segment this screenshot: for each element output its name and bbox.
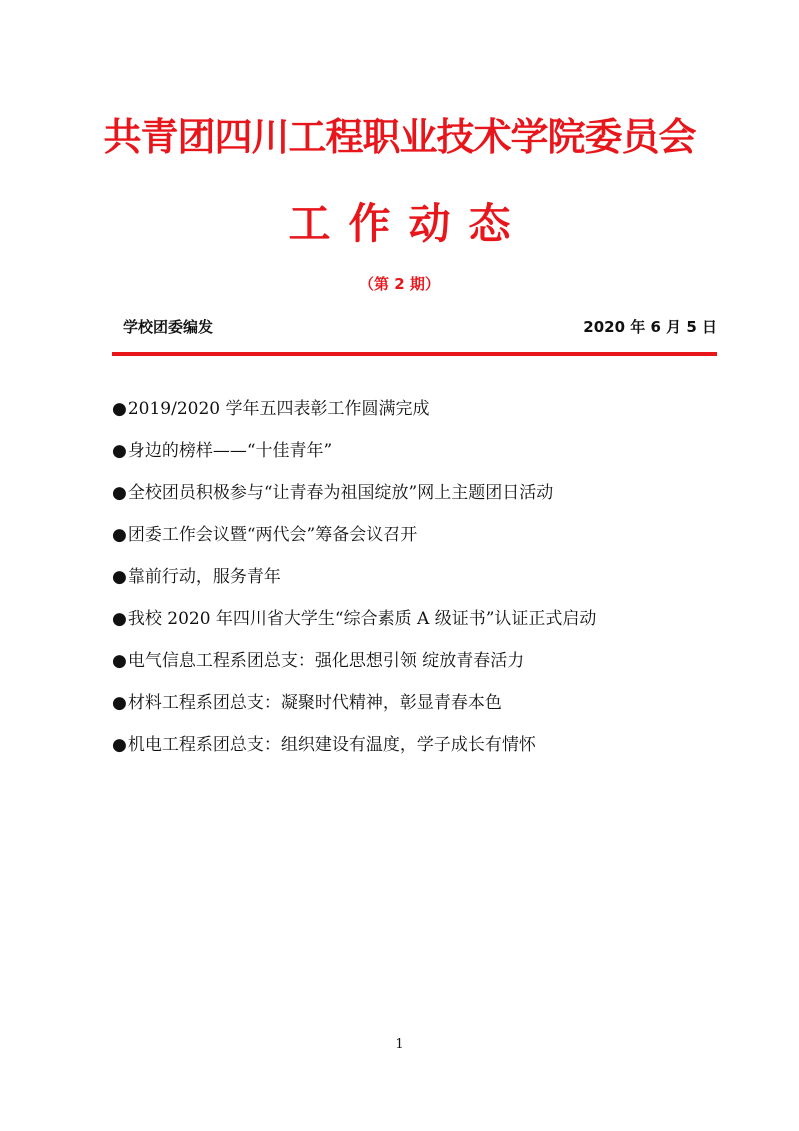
bullet-icon: ● [112,609,127,629]
contents-item [112,645,732,687]
contents-item-text: 2019/2020 学年五四表彰工作圆满完成 [127,399,430,419]
contents-item [112,477,732,519]
bullet-icon: ● [112,567,127,587]
bullet-icon: ● [112,693,127,713]
contents-item [112,393,732,435]
bullet-icon: ● [112,399,127,419]
publish-date: 2020 年 6 月 5 日 [583,318,717,336]
contents-item-text: 电气信息工程系团总支：强化思想引领 绽放青春活力 [127,651,525,671]
contents-item [112,435,732,477]
contents-item [112,729,732,771]
organization-title: 共青团四川工程职业技术学院委员会 [103,115,696,159]
contents-item [112,519,732,561]
contents-item [112,561,732,603]
contents-item-text: 机电工程系团总支：组织建设有温度，学子成长有情怀 [127,735,536,755]
issuer-label: 学校团委编发 [123,318,214,336]
bullet-icon: ● [112,525,127,545]
contents-item-text: 靠前行动，服务青年 [127,567,281,587]
contents-item [112,687,732,729]
contents-item-text: 团委工作会议暨“两代会”筹备会议召开 [127,525,418,545]
contents-item-text: 我校 2020 年四川省大学生“综合素质 A 级证书”认证正式启动 [127,609,597,629]
contents-item [112,603,732,645]
bullet-icon: ● [112,483,127,503]
issue-number: （第 2 期） [359,275,440,293]
red-divider-rule [112,352,717,356]
bullet-icon: ● [112,735,127,755]
contents-item-text: 身边的榜样——“十佳青年” [127,441,333,461]
page-number: 1 [395,1037,404,1052]
bullet-icon: ● [112,651,127,671]
contents-list [112,393,732,771]
contents-item-text: 材料工程系团总支：凝聚时代精神，彰显青春本色 [127,693,502,713]
meta-row [123,315,717,339]
bullet-icon: ● [112,441,127,461]
publication-title: 工作动态 [288,199,529,248]
contents-item-text: 全校团员积极参与“让青春为祖国绽放”网上主题团日活动 [127,483,554,503]
